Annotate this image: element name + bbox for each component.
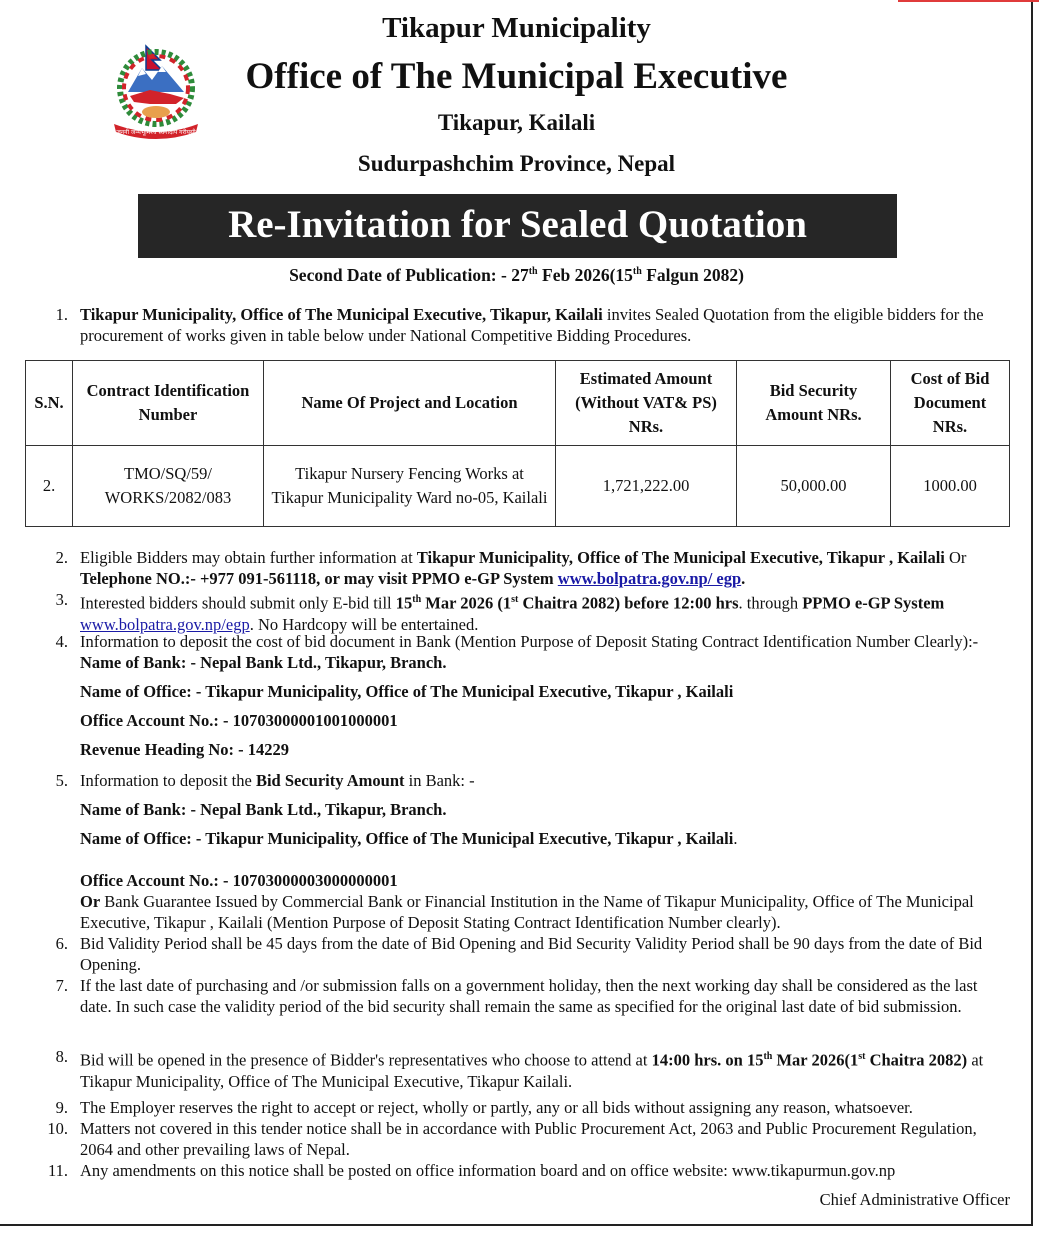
item-4-text bbox=[80, 631, 1010, 673]
bold-text: PPMO e-GP System bbox=[802, 593, 945, 613]
office-name: Office of The Municipal Executive bbox=[245, 56, 788, 97]
item-7-text: If the last date of purchasing and /or submission falls on a government holiday, then the next working day shall be considered as the last date. In such case the validity period of the bid security shall remain the same as specified for the original last date of bid submission. bbox=[80, 976, 978, 1016]
item-text: . bbox=[733, 829, 738, 848]
bold-text: Mar 2026(1 bbox=[772, 1050, 859, 1070]
office-address: Tikapur, Kailali bbox=[437, 110, 596, 135]
table-header-row bbox=[26, 361, 1010, 446]
item-text: in Bank: - bbox=[404, 771, 475, 790]
item-text: invites Sealed Quotation from the eligible bidders for the procurement of works given in table below under National Competitive Bidding Procedures. bbox=[80, 305, 984, 345]
item-2-text bbox=[80, 547, 1010, 589]
column-header: Estimated Amount (Without VAT& PS) NRs. bbox=[556, 361, 737, 446]
item-text: Or bbox=[944, 548, 967, 567]
item-text: Information to deposit the bbox=[80, 771, 256, 790]
publication-label: Second Date of Publication: bbox=[289, 265, 497, 285]
column-header: Contract Identification Number bbox=[73, 361, 264, 446]
item-number: 6. bbox=[55, 934, 68, 953]
ordinal-suffix: th bbox=[632, 266, 642, 278]
item-number: 7. bbox=[55, 976, 68, 995]
procurement-table bbox=[25, 360, 1010, 527]
bold-text: Tikapur Municipality, Office of The Municipal Executive, Tikapur , Kailali bbox=[416, 548, 945, 567]
bolpatra-link[interactable]: www.bolpatra.gov.np/ egp bbox=[557, 569, 742, 588]
publication-date bbox=[0, 265, 1033, 286]
bold-text: Chaitra 2082) before 12:00 hrs bbox=[518, 593, 739, 613]
top-edge-accent bbox=[898, 0, 1039, 2]
item-10-text: Matters not covered in this tender notice shall be in accordance with Public Procurement Act, 2063 and Public Procurement Regulation, 2064 and other prevailing laws of Nepal. bbox=[80, 1119, 977, 1159]
item-number: 5. bbox=[55, 771, 68, 790]
security-account-number: Office Account No.: - 10703000003000000001 bbox=[80, 871, 398, 890]
item-number: 4. bbox=[55, 632, 68, 651]
bold-text: Tikapur Municipality, Office of The Municipal Executive, Tikapur, Kailali bbox=[80, 305, 603, 324]
bolpatra-egp-link[interactable]: www.bolpatra.gov.np/egp bbox=[80, 614, 250, 634]
ordinal-suffix: st bbox=[858, 1051, 866, 1062]
item-number: 2. bbox=[55, 548, 68, 567]
item-text: . No Hardcopy will be entertained. bbox=[249, 614, 479, 634]
ordinal-suffix: th bbox=[763, 1051, 773, 1062]
table-cell: 1,721,222.00 bbox=[556, 446, 737, 527]
item-8-text bbox=[80, 1046, 1010, 1092]
bold-text: 14:00 hrs. on 15 bbox=[651, 1050, 764, 1070]
security-office-name bbox=[80, 829, 737, 849]
table-row bbox=[26, 446, 1010, 527]
bold-text: Mar 2026 (1 bbox=[421, 593, 512, 613]
bold-text: Chaitra 2082) bbox=[865, 1050, 968, 1070]
bold-text: Name of Office: - Tikapur Municipality, Office of The Municipal Executive, Tikapur , Kailali bbox=[80, 829, 734, 848]
emblem-motto: जननी जन्मभूमिश्च स्वर्गादपि गरीयसी bbox=[116, 129, 196, 136]
signatory-title: Chief Administrative Officer bbox=[819, 1190, 1010, 1209]
column-header: Cost of Bid Document NRs. bbox=[891, 361, 1010, 446]
item-9-text: The Employer reserves the right to accept or reject, wholly or partly, any or all bids without assigning any reason, whatsoever. bbox=[80, 1098, 913, 1117]
item-text: Bank Guarantee Issued by Commercial Bank or Financial Institution in the Name of Tikapur Municipality, Office of The Municipal Executive, Tikapur , Kailali (Mention Purpose of Deposit Stating Contract Identification Number clearly). bbox=[80, 892, 974, 932]
column-header: S.N. bbox=[26, 361, 73, 446]
municipality-name: Tikapur Municipality bbox=[382, 12, 651, 44]
bold-text: . bbox=[741, 569, 746, 588]
bold-text: Name of Bank: - Nepal Bank Ltd., Tikapur, Branch. bbox=[80, 653, 447, 672]
security-bank-name: Name of Bank: - Nepal Bank Ltd., Tikapur, Branch. bbox=[80, 800, 447, 819]
item-number: 11. bbox=[47, 1161, 68, 1180]
item-number: 3. bbox=[55, 590, 68, 609]
item-number: 1. bbox=[55, 305, 68, 324]
item-number: 8. bbox=[55, 1047, 68, 1066]
publication-date-part: - 27 bbox=[496, 265, 529, 285]
ordinal-suffix: th bbox=[528, 266, 538, 278]
item-number: 9. bbox=[55, 1098, 68, 1117]
item-11-text: Any amendments on this notice shall be posted on office information board and on office website: www.tikapurmun.gov.np bbox=[80, 1161, 896, 1180]
bold-text: Bid Security Amount bbox=[255, 771, 405, 790]
table-cell: 50,000.00 bbox=[737, 446, 891, 527]
table-cell: 2. bbox=[26, 446, 73, 527]
office-account-number: Office Account No.: - 10703000001001000001 bbox=[80, 711, 398, 730]
item-6-text: Bid Validity Period shall be 45 days from the date of Bid Opening and Bid Security Validity Period shall be 90 days from the date of Bid Opening. bbox=[80, 934, 983, 974]
province-name: Sudurpashchim Province, Nepal bbox=[357, 151, 676, 176]
publication-date-part: Falgun 2082) bbox=[641, 265, 744, 285]
item-text: Information to deposit the cost of bid document in Bank (Mention Purpose of Deposit Stating Contract Identification Number Clearly):- bbox=[80, 632, 979, 651]
bank-office-name: Name of Office: - Tikapur Municipality, Office of The Municipal Executive, Tikapur , Kailali bbox=[80, 682, 734, 701]
item-number: 10. bbox=[47, 1119, 68, 1138]
revenue-heading: Revenue Heading No: - 14229 bbox=[80, 740, 289, 759]
table-cell: TMO/SQ/59/ WORKS/2082/083 bbox=[73, 446, 264, 527]
item-1-text bbox=[80, 304, 1010, 346]
table-cell: Tikapur Nursery Fencing Works at Tikapur Municipality Ward no-05, Kailali bbox=[264, 446, 556, 527]
bold-text: 15 bbox=[395, 593, 413, 613]
bold-text: Or bbox=[80, 892, 101, 911]
item-text: Interested bidders should submit only E-bid till bbox=[80, 593, 396, 613]
item-3-text bbox=[80, 589, 1010, 635]
notice-title-banner: Re-Invitation for Sealed Quotation bbox=[138, 194, 897, 258]
item-5-text bbox=[80, 770, 1010, 791]
publication-date-part: Feb 2026(15 bbox=[537, 265, 633, 285]
item-text: . through bbox=[738, 593, 803, 613]
bank-guarantee-text bbox=[80, 891, 1010, 933]
ordinal-suffix: th bbox=[412, 594, 422, 605]
item-text: Bid will be opened in the presence of Bidder's representatives who choose to attend at bbox=[80, 1050, 652, 1070]
item-text: Eligible Bidders may obtain further information at bbox=[80, 548, 417, 567]
bold-text: Telephone NO.:- +977 091-561118, or may visit PPMO e-GP System bbox=[80, 569, 558, 588]
table-cell: 1000.00 bbox=[891, 446, 1010, 527]
column-header: Name Of Project and Location bbox=[264, 361, 556, 446]
column-header: Bid Security Amount NRs. bbox=[737, 361, 891, 446]
ordinal-suffix: st bbox=[511, 594, 519, 605]
item-text: at Tikapur Municipality, Office of The Municipal Executive, Tikapur Kailali. bbox=[80, 1050, 984, 1091]
